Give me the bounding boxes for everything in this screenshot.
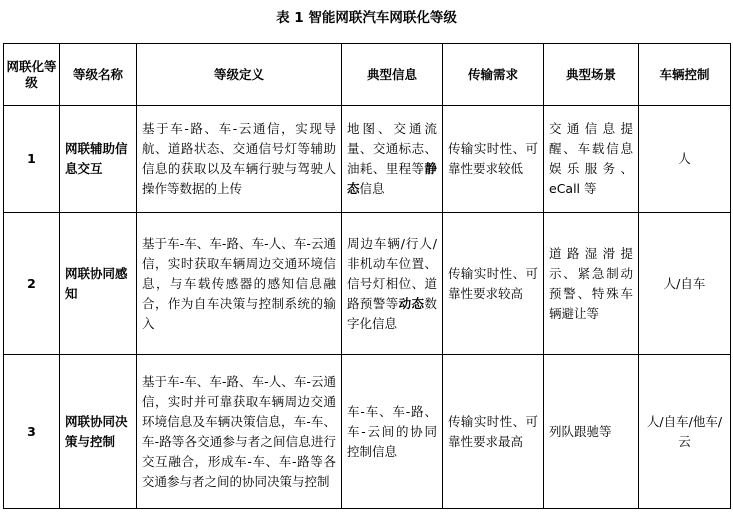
level-name-cell: 网联辅助信息交互 (60, 106, 137, 213)
level-cell: 3 (4, 355, 60, 509)
table-caption: 表 1 智能网联汽车网联化等级 (276, 10, 457, 26)
connectivity-level-table (3, 43, 731, 509)
header-row (4, 44, 731, 106)
table-row (4, 213, 731, 355)
level-name-cell: 网联协同感知 (60, 213, 137, 355)
header-definition: 等级定义 (137, 44, 342, 106)
info-cell: 车-车、车-路、车-云间的协同控制信息 (342, 355, 443, 509)
transmission-cell: 传输实时性、可靠性要求最高 (443, 355, 544, 509)
level-name-cell: 网联协同决策与控制 (60, 355, 137, 509)
level-cell: 2 (4, 213, 60, 355)
definition-cell: 基于车-路、车-云通信，实现导航、道路状态、交通信号灯等辅助信息的获取以及车辆行驶与驾驶人操作等数据的上传 (137, 106, 342, 213)
table-row (4, 106, 731, 213)
header-control: 车辆控制 (639, 44, 731, 106)
control-cell: 人 (639, 106, 731, 213)
info-cell: 地图、交通流量、交通标志、油耗、里程等静态信息 (342, 106, 443, 213)
definition-cell: 基于车-车、车-路、车-人、车-云通信，实时获取车辆周边交通环境信息，与车载传感器的感知信息融合，作为自车决策与控制系统的输入 (137, 213, 342, 355)
transmission-cell: 传输实时性、可靠性要求较低 (443, 106, 544, 213)
header-scenario: 典型场景 (544, 44, 639, 106)
header-info: 典型信息 (342, 44, 443, 106)
info-cell: 周边车辆/行人/非机动车位置、信号灯相位、道路预警等动态数字化信息 (342, 213, 443, 355)
transmission-cell: 传输实时性、可靠性要求较高 (443, 213, 544, 355)
scenario-cell: 列队跟驰等 (544, 355, 639, 509)
control-cell: 人/自车 (639, 213, 731, 355)
table-row (4, 355, 731, 509)
header-level: 网联化等级 (4, 44, 60, 106)
header-name: 等级名称 (60, 44, 137, 106)
control-cell: 人/自车/他车/云 (639, 355, 731, 509)
scenario-cell: 交通信息提醒、车载信息娱乐服务、eCall 等 (544, 106, 639, 213)
definition-cell: 基于车-车、车-路、车-人、车-云通信，实时并可靠获取车辆周边交通环境信息及车辆决策信息，车-车、车-路等各交通参与者之间信息进行交互融合，形成车-车、车-路等各交通参与者之间的协同决策与控制 (137, 355, 342, 509)
scenario-cell: 道路湿滑提示、紧急制动预警、特殊车辆避让等 (544, 213, 639, 355)
header-transmission: 传输需求 (443, 44, 544, 106)
level-cell: 1 (4, 106, 60, 213)
